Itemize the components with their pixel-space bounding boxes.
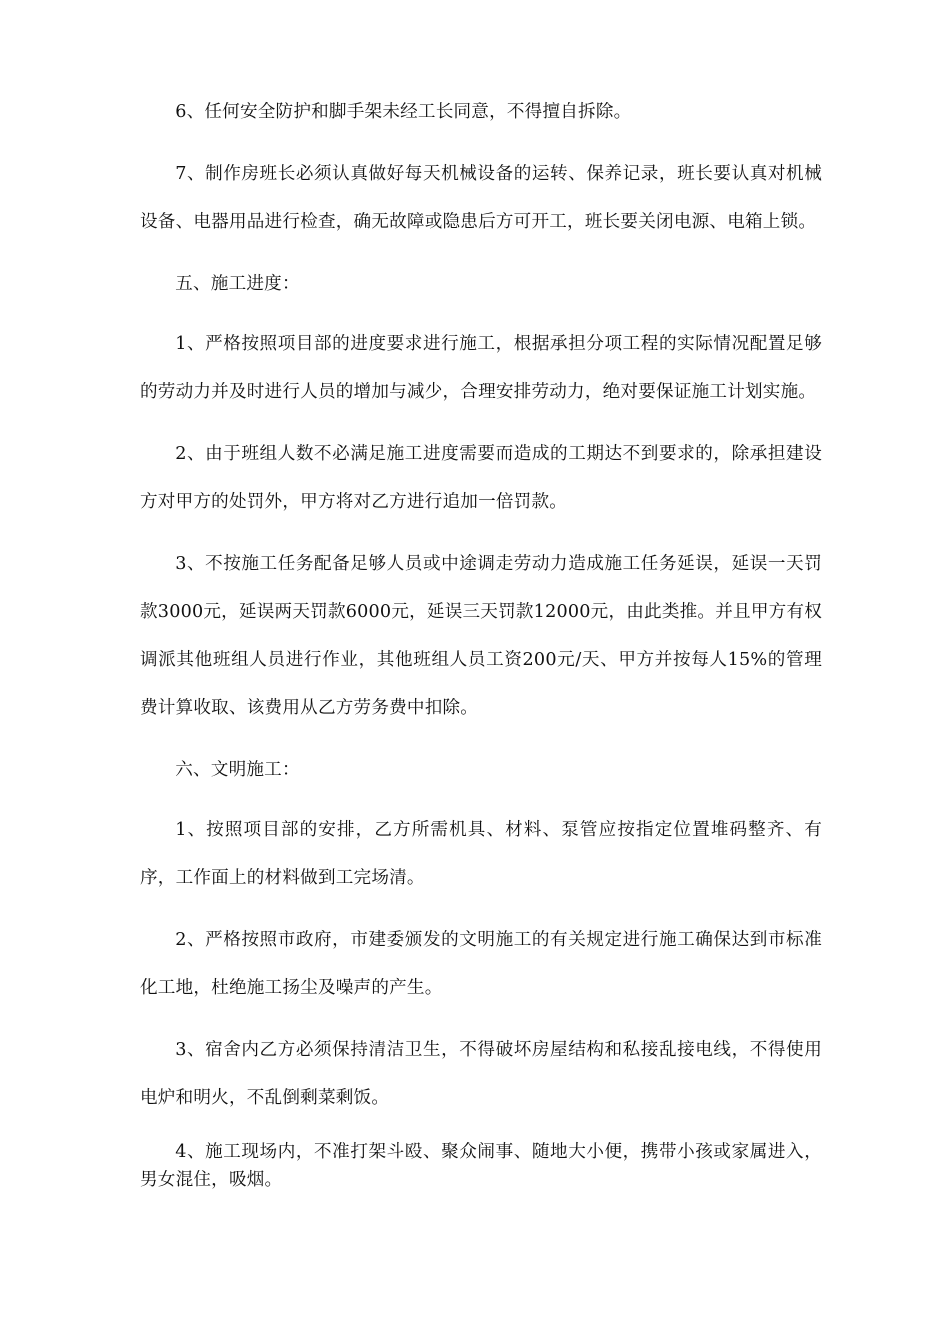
paragraph-item-7: 7、制作房班长必须认真做好每天机械设备的运转、保养记录，班长要认真对机械设备、电器用品进行检查，确无故障或隐患后方可开工，班长要关闭电源、电箱上锁。 bbox=[140, 164, 822, 232]
paragraph-schedule-1: 1、严格按照项目部的进度要求进行施工，根据承担分项工程的实际情况配置足够的劳动力并及时进行人员的增加与减少，合理安排劳动力，绝对要保证施工计划实施。 bbox=[140, 334, 822, 402]
paragraph-civilized-2: 2、严格按照市政府，市建委颁发的文明施工的有关规定进行施工确保达到市标准化工地，杜绝施工扬尘及噪声的产生。 bbox=[140, 930, 822, 998]
paragraph-civilized-4: 4、施工现场内，不准打架斗殴、聚众闹事、随地大小便，携带小孩或家属进入，男女混住，吸烟。 bbox=[140, 1142, 822, 1190]
paragraph-civilized-1: 1、按照项目部的安排，乙方所需机具、材料、泵管应按指定位置堆码整齐、有序，工作面上的材料做到工完场清。 bbox=[140, 820, 822, 888]
paragraph-item-6: 6、任何安全防护和脚手架未经工长同意，不得擅自拆除。 bbox=[175, 102, 632, 122]
document-body bbox=[140, 88, 822, 1208]
paragraph-civilized-3: 3、宿舍内乙方必须保持清洁卫生，不得破坏房屋结构和私接乱接电线，不得使用电炉和明火，不乱倒剩菜剩饭。 bbox=[140, 1040, 822, 1108]
section-heading-schedule: 五、施工进度： bbox=[175, 274, 300, 294]
paragraph-schedule-2: 2、由于班组人数不必满足施工进度需要而造成的工期达不到要求的，除承担建设方对甲方的处罚外，甲方将对乙方进行追加一倍罚款。 bbox=[140, 444, 822, 512]
section-heading-civilized-construction: 六、文明施工： bbox=[175, 760, 300, 780]
paragraph-schedule-3: 3、不按施工任务配备足够人员或中途调走劳动力造成施工任务延误，延误一天罚款3000元，延误两天罚款6000元，延误三天罚款12000元，由此类推。并且甲方有权调派其他班组人员进行作业，其他班组人员工资200元/天、甲方并按每人15%的管理费计算收取、该费用从乙方劳务费中扣除。 bbox=[140, 554, 822, 718]
